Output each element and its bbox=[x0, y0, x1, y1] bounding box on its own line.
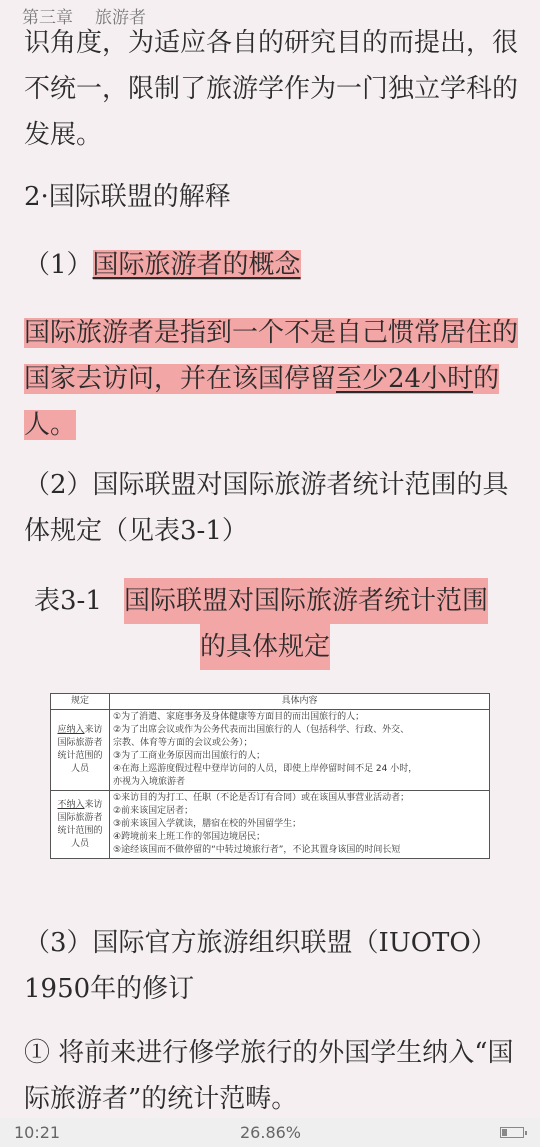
header-rule: 规定 bbox=[51, 694, 110, 710]
list-item: ④跨境前来上班工作的邻国边境居民； bbox=[113, 832, 266, 842]
list-item: ②前来该国定居者； bbox=[113, 806, 194, 816]
row-category-included bbox=[51, 710, 110, 791]
definition-duration: 至少24小时 bbox=[336, 364, 474, 394]
battery-level-fill bbox=[502, 1129, 507, 1136]
category-text: 来访国际旅游者统计范围的人员 bbox=[57, 725, 103, 774]
subsection-heading-1 bbox=[24, 242, 524, 288]
subsection-number: （1） bbox=[24, 250, 93, 280]
paragraph-intro: 识角度，为适应各自的研究目的而提出，很不统一，限制了旅游学作为一门独立学科的发展。 bbox=[24, 28, 519, 150]
highlighted-concept-title: 国际旅游者的概念 bbox=[92, 250, 301, 280]
chapter-label: 第三章 bbox=[22, 8, 73, 28]
category-keyword: 应纳入 bbox=[57, 725, 85, 735]
header-content: 具体内容 bbox=[110, 694, 490, 710]
list-item: ③为了工商业务原因而出国旅行的人； bbox=[113, 751, 266, 761]
section-heading-2: 2·国际联盟的解释 bbox=[24, 182, 231, 212]
table-title-line1: 国际联盟对国际旅游者统计范围 bbox=[124, 578, 488, 624]
list-item: ①为了消遣、家庭事务及身体健康等方面目的而出国旅行的人； bbox=[113, 712, 365, 722]
battery-nub bbox=[525, 1131, 527, 1135]
clock-time: 10:21 bbox=[14, 1123, 61, 1142]
definition-paragraph bbox=[24, 310, 524, 448]
row-category-excluded bbox=[51, 791, 110, 859]
definition-text: 国际旅游者是指到一个不是自己惯常居住的国家去访问，并在该国停留 bbox=[24, 318, 519, 394]
table-header-row bbox=[51, 694, 490, 710]
table-number: 表3-1 bbox=[34, 586, 102, 616]
list-item: ④在海上巡游度假过程中登岸访问的人员，即使上岸停留时间不足 24 小时， bbox=[113, 764, 418, 774]
list-item: ③前来该国入学就读，膳宿在校的外国留学生； bbox=[113, 819, 302, 829]
reader-status-bar bbox=[0, 1118, 540, 1147]
table-row bbox=[51, 791, 490, 859]
subsection-heading-2: （2）国际联盟对国际旅游者统计范围的具体规定（见表3-1） bbox=[24, 470, 509, 546]
definition-end: 的人。 bbox=[24, 364, 500, 440]
list-item: 亦视为入境旅游者 bbox=[113, 777, 186, 787]
chapter-title: 旅游者 bbox=[95, 8, 146, 28]
list-item: ①来访目的为打工、任职（不论是否订有合同）或在该国从事营业活动者； bbox=[113, 793, 410, 803]
row-items-included bbox=[110, 710, 490, 791]
paragraph-revision-1: ① 将前来进行修学旅行的外国学生纳入“国际旅游者”的统计范畴。 bbox=[24, 1038, 514, 1114]
row-items-excluded bbox=[110, 791, 490, 859]
list-item: ⑤途经该国而不做停留的“中转过境旅行者”，不论其置身该国的时间长短 bbox=[113, 845, 401, 855]
list-item: ②为了出席会议或作为公务代表而出国旅行的人（包括科学、行政、外交、 bbox=[113, 725, 410, 735]
category-text: 来访国际旅游者统计范围的人员 bbox=[57, 799, 103, 849]
table-title-line2: 的具体规定 bbox=[200, 624, 330, 670]
battery-icon bbox=[500, 1127, 524, 1138]
category-keyword: 不纳入 bbox=[57, 799, 85, 810]
subsection-heading-3: （3）国际官方旅游组织联盟（IUOTO）1950年的修订 bbox=[24, 928, 497, 1004]
statistics-scope-table bbox=[50, 693, 490, 859]
table-row bbox=[51, 710, 490, 791]
reading-progress: 26.86% bbox=[240, 1123, 302, 1142]
list-item: 宗教、体育等方面的会议或公务）； bbox=[113, 738, 253, 748]
